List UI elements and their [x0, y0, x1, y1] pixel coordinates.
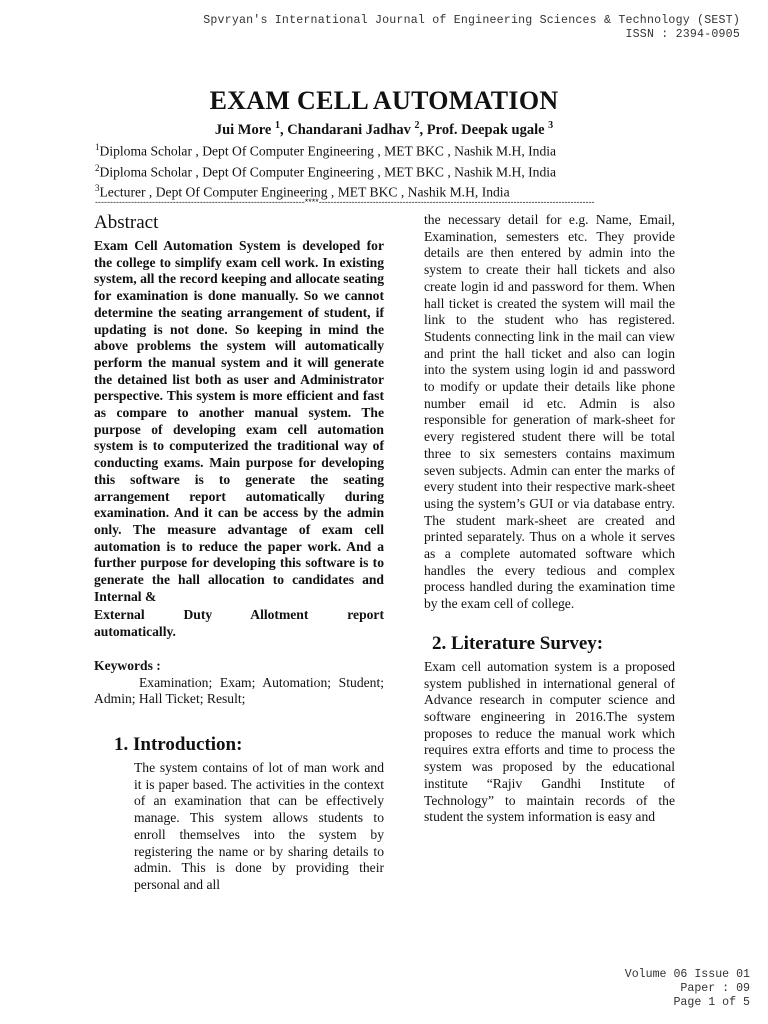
- affiliation-mark: 3: [95, 183, 100, 194]
- affiliation-line: [95, 139, 695, 160]
- issn: ISSN : 2394-0905: [625, 28, 740, 41]
- affiliation-text: Lecturer , Dept Of Computer Engineering , MET BKC , Nashik M.H, India: [99, 184, 510, 200]
- page-number: Page 1 of 5: [673, 996, 750, 1009]
- right-column: [424, 212, 675, 826]
- literature-survey-text: Exam cell automation system is a proposed system published in international general of Advance research in computer science and software engineering in 2016.The system proposes to reduce the manual work which requires extra efforts and time to process the system was proposed by the educational institute “Rajiv Gandhi Institute of Technology” to maintain records of the student the system information is easy and: [424, 658, 675, 825]
- affiliation-line: [95, 160, 695, 181]
- page-footer: [450, 968, 750, 1010]
- affiliation-mark: 2: [95, 162, 100, 173]
- literature-survey-heading: 2. Literature Survey:: [432, 632, 604, 654]
- left-column: [94, 212, 384, 894]
- section-divider: ----------------------------------------------------------------------****--------------------------------------------------------------------------------------------: [95, 197, 595, 207]
- paper-title: EXAM CELL AUTOMATION: [209, 86, 559, 115]
- author-name: Chandarani Jadhav: [287, 121, 415, 138]
- affiliation-text: Diploma Scholar , Dept Of Computer Engineering , MET BKC , Nashik M.H, India: [99, 164, 557, 180]
- author-separator: ,: [419, 121, 427, 138]
- author-name: Jui More: [214, 121, 275, 138]
- journal-name: Spvryan's International Journal of Engineering Sciences & Technology (SEST): [203, 14, 740, 27]
- author-name: Prof. Deepak ugale: [426, 121, 549, 138]
- author-affil-mark: 1: [274, 120, 280, 131]
- paper-number: Paper : 09: [680, 982, 750, 995]
- affiliations: [95, 139, 695, 201]
- introduction-text-continued: the necessary detail for e.g. Name, Email, Examination, semesters etc. They provide details are then entered by admin into the system to create their hall tickets and also create login id and password for them. When hall ticket is created the system will mail the link to the student who has registered. Students connecting link in the mail can view and print the hall ticket and also can login into the system using login id and password to modify or update their details like phone number email id etc. Admin is also responsible for generation of mark-sheet for every registered student there will be total three to six semesters contains maximum seven subjects. Admin can enter the marks of every student into their respective mark-sheet using the system’s GUI or via database entry. The student mark-sheet are created and printed separately. Thus on a whole it serves as a complete automated software which handles the every tedious and complex process handled during the examination time by the exam cell of college.: [424, 212, 675, 612]
- abstract-text-end: automatically.: [94, 624, 176, 640]
- author-list: [0, 120, 768, 139]
- affiliation-mark: 1: [95, 142, 100, 152]
- journal-header: [80, 14, 740, 42]
- affiliation-text: Diploma Scholar , Dept Of Computer Engineering , MET BKC , Nashik M.H, India: [99, 143, 557, 159]
- introduction-text: The system contains of lot of man work and it is paper based. The activities in the context of an examination that can be effectively manage. This system allows students to enroll themselves into the system by registering the name or by sharing details to admin. This is done by providing their personal and all: [134, 759, 384, 892]
- abstract-heading: Abstract: [94, 212, 159, 233]
- keywords-text: Examination; Exam; Automation; Student; Admin; Hall Ticket; Result;: [94, 674, 384, 707]
- introduction-heading: 1. Introduction:: [114, 733, 243, 755]
- volume-issue: Volume 06 Issue 01: [624, 968, 750, 981]
- author-separator: ,: [279, 121, 288, 138]
- author-affil-mark: 3: [548, 120, 554, 131]
- author-affil-mark: 2: [414, 120, 420, 131]
- abstract-text: Exam Cell Automation System is developed for the college to simplify exam cell work. In existing system, all the record keeping and allocate seating for examination is done manually. So we cannot determine the seating arrangement of student, if updating is not done. So keeping in mind the above problems the system will automatically perform the manual system and it will generate the detained list both as user and Administrator perspective. This system is more efficient and fast as compare to another manual system. The purpose of developing exam cell automation system is to computerized the traditional way of conducting exams. Main purpose for developing this software is to generate the seating arrangement report automatically during examination. And it can be access by the admin only. The measure advantage of exam cell automation is to reduce the paper work. And a further purpose for developing this software is to generate the hall allocation to candidates and Internal &: [94, 238, 384, 604]
- abstract-text-continuation: External Duty Allotment report: [94, 607, 384, 623]
- keywords-label: Keywords :: [94, 657, 161, 673]
